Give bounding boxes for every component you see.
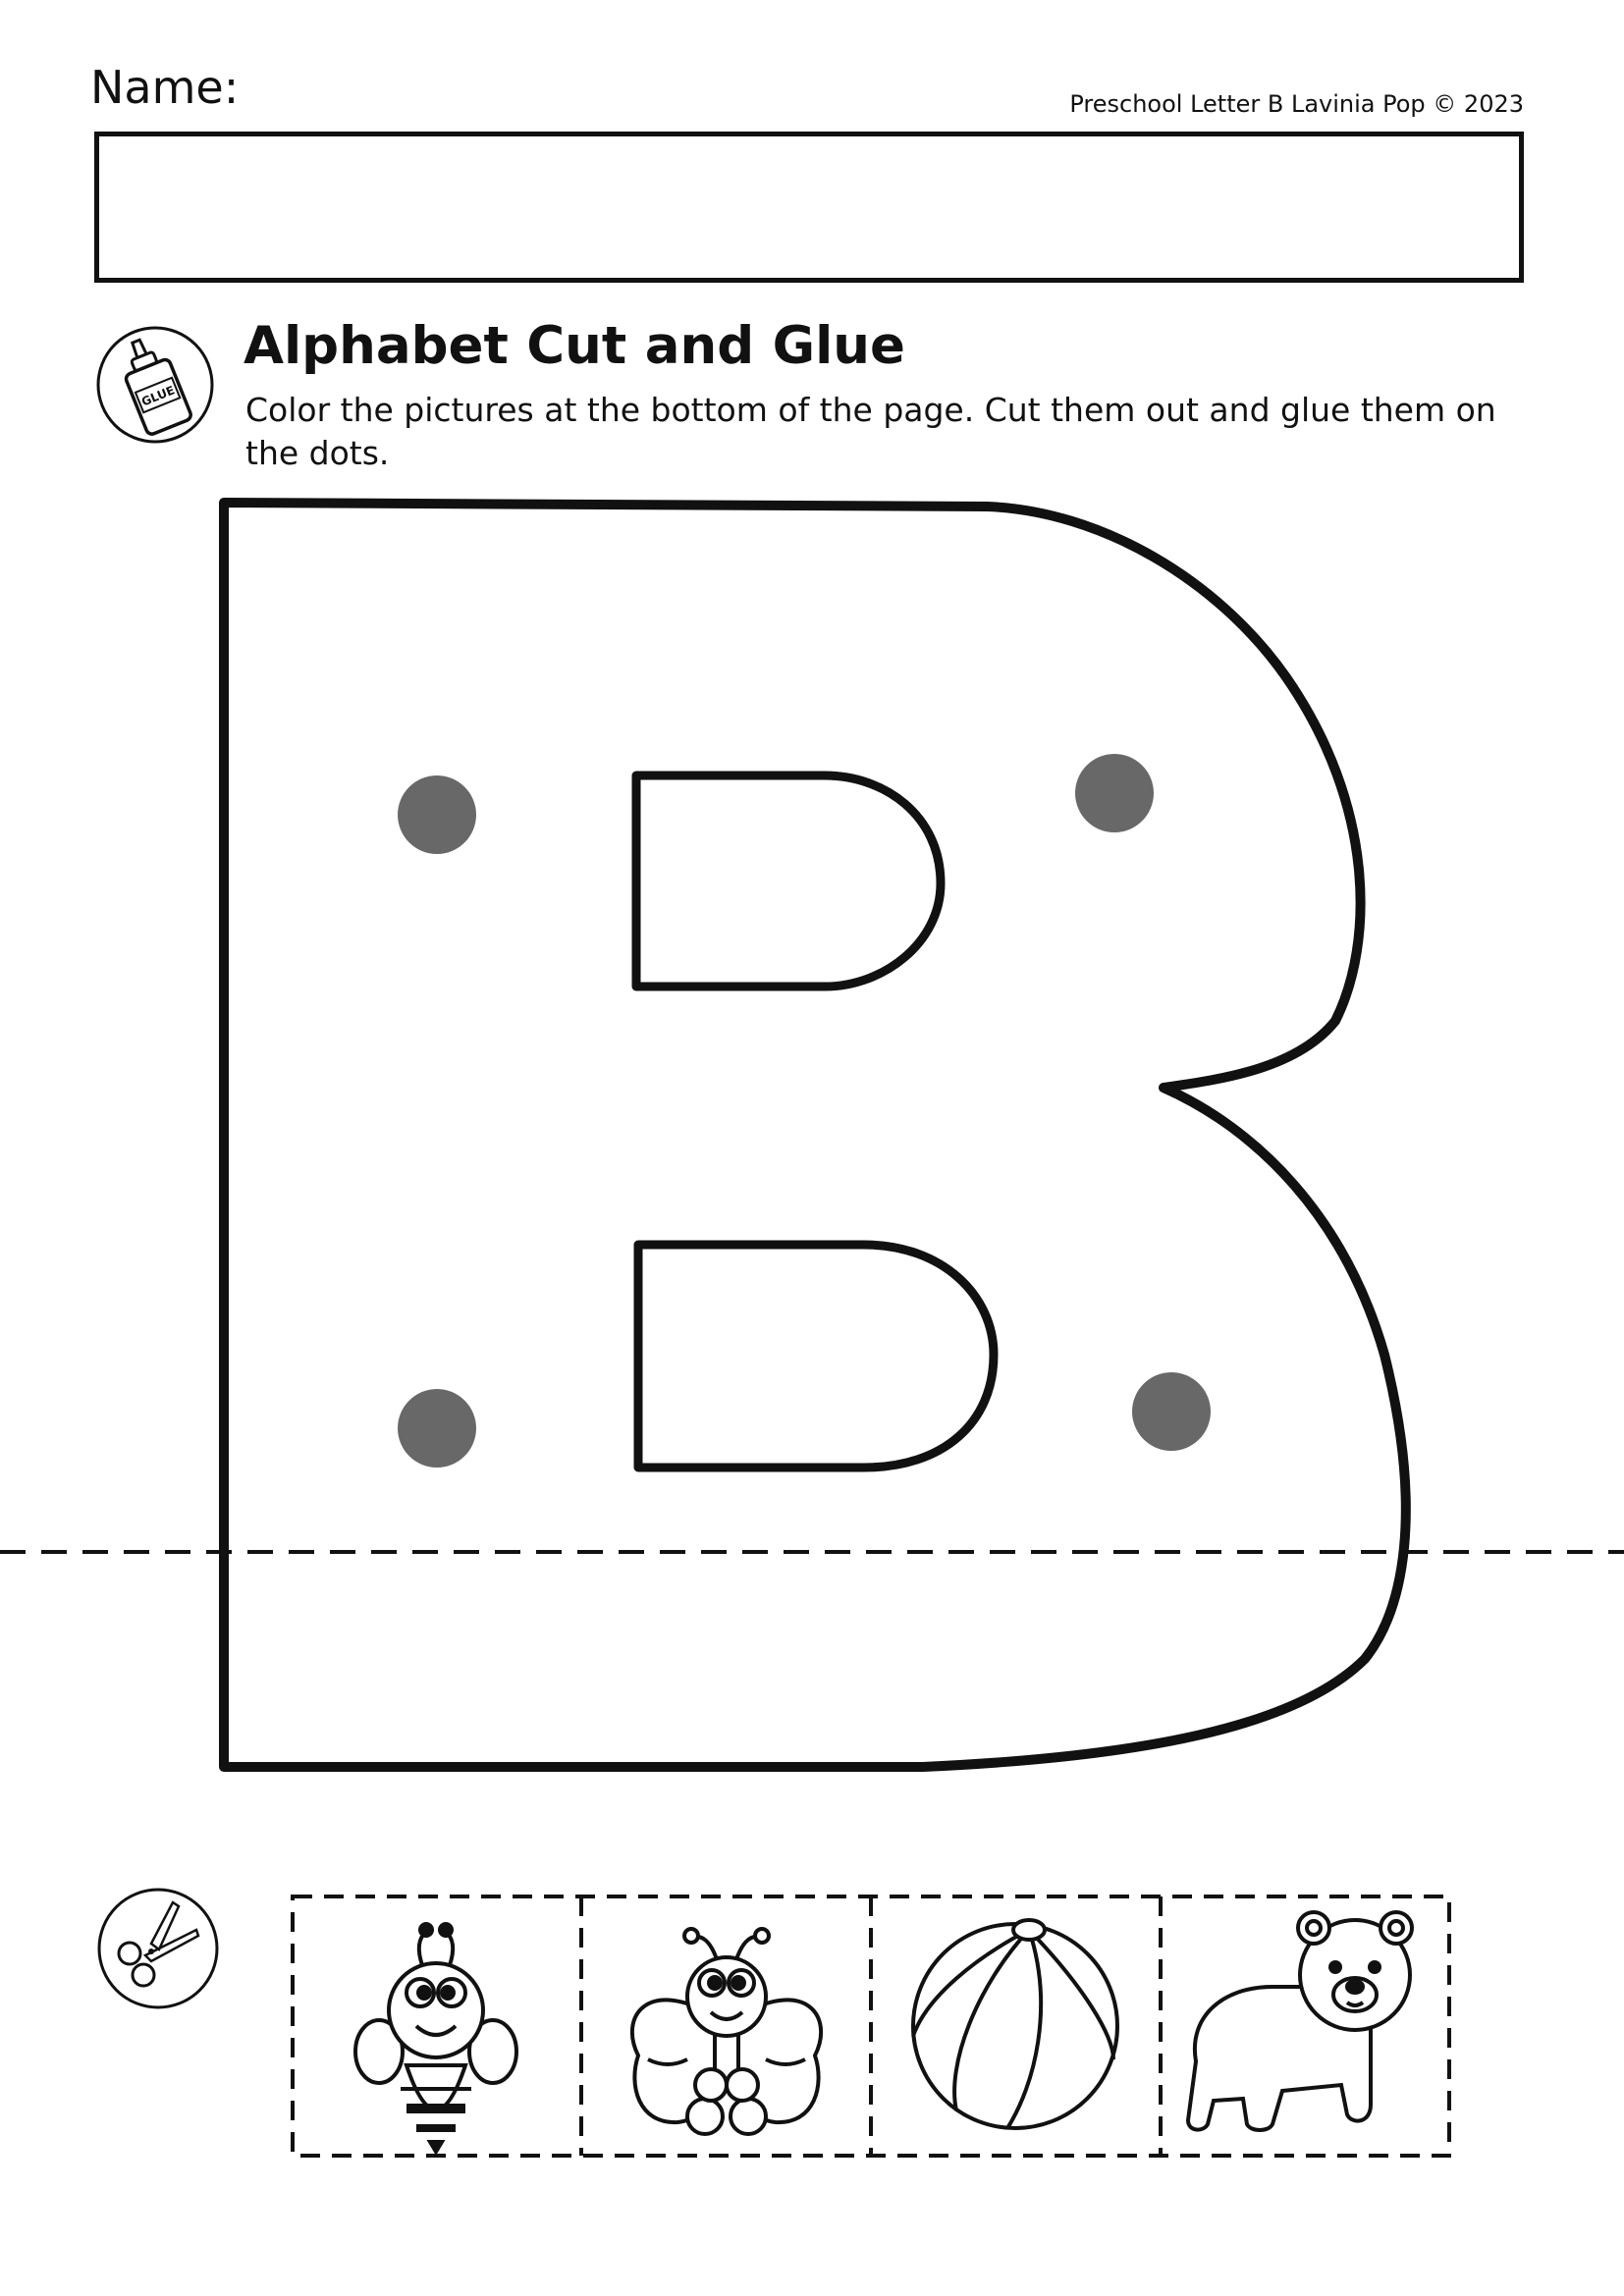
activity-title: Alphabet Cut and Glue [244, 316, 905, 376]
activity-instructions: Color the pictures at the bottom of the page. Cut them out and glue them on the dots. [245, 391, 1496, 472]
letter-b-shape [224, 503, 1406, 1767]
letter-b-upper-counter [636, 775, 941, 987]
scissors-icon [94, 1885, 222, 2012]
letter-b-lower-counter [638, 1245, 994, 1468]
glue-dot-top-right[interactable] [1075, 754, 1154, 832]
butterfly-icon[interactable] [632, 1929, 821, 2134]
name-label: Name: [90, 61, 240, 114]
glue-dot-bottom-right[interactable] [1132, 1372, 1211, 1451]
glue-dot-top-left[interactable] [398, 775, 476, 854]
ball-icon[interactable] [913, 1920, 1117, 2128]
copyright-credit: Preschool Letter B Lavinia Pop © 2023 [1069, 90, 1524, 118]
cut-line [0, 1549, 1624, 1555]
cutout-strip [291, 1895, 1451, 2158]
glue-dot-bottom-left[interactable] [398, 1389, 476, 1468]
bear-icon[interactable] [1188, 1912, 1412, 2130]
bee-icon[interactable] [355, 1924, 516, 2152]
svg-text:GLUE: GLUE [139, 383, 177, 409]
